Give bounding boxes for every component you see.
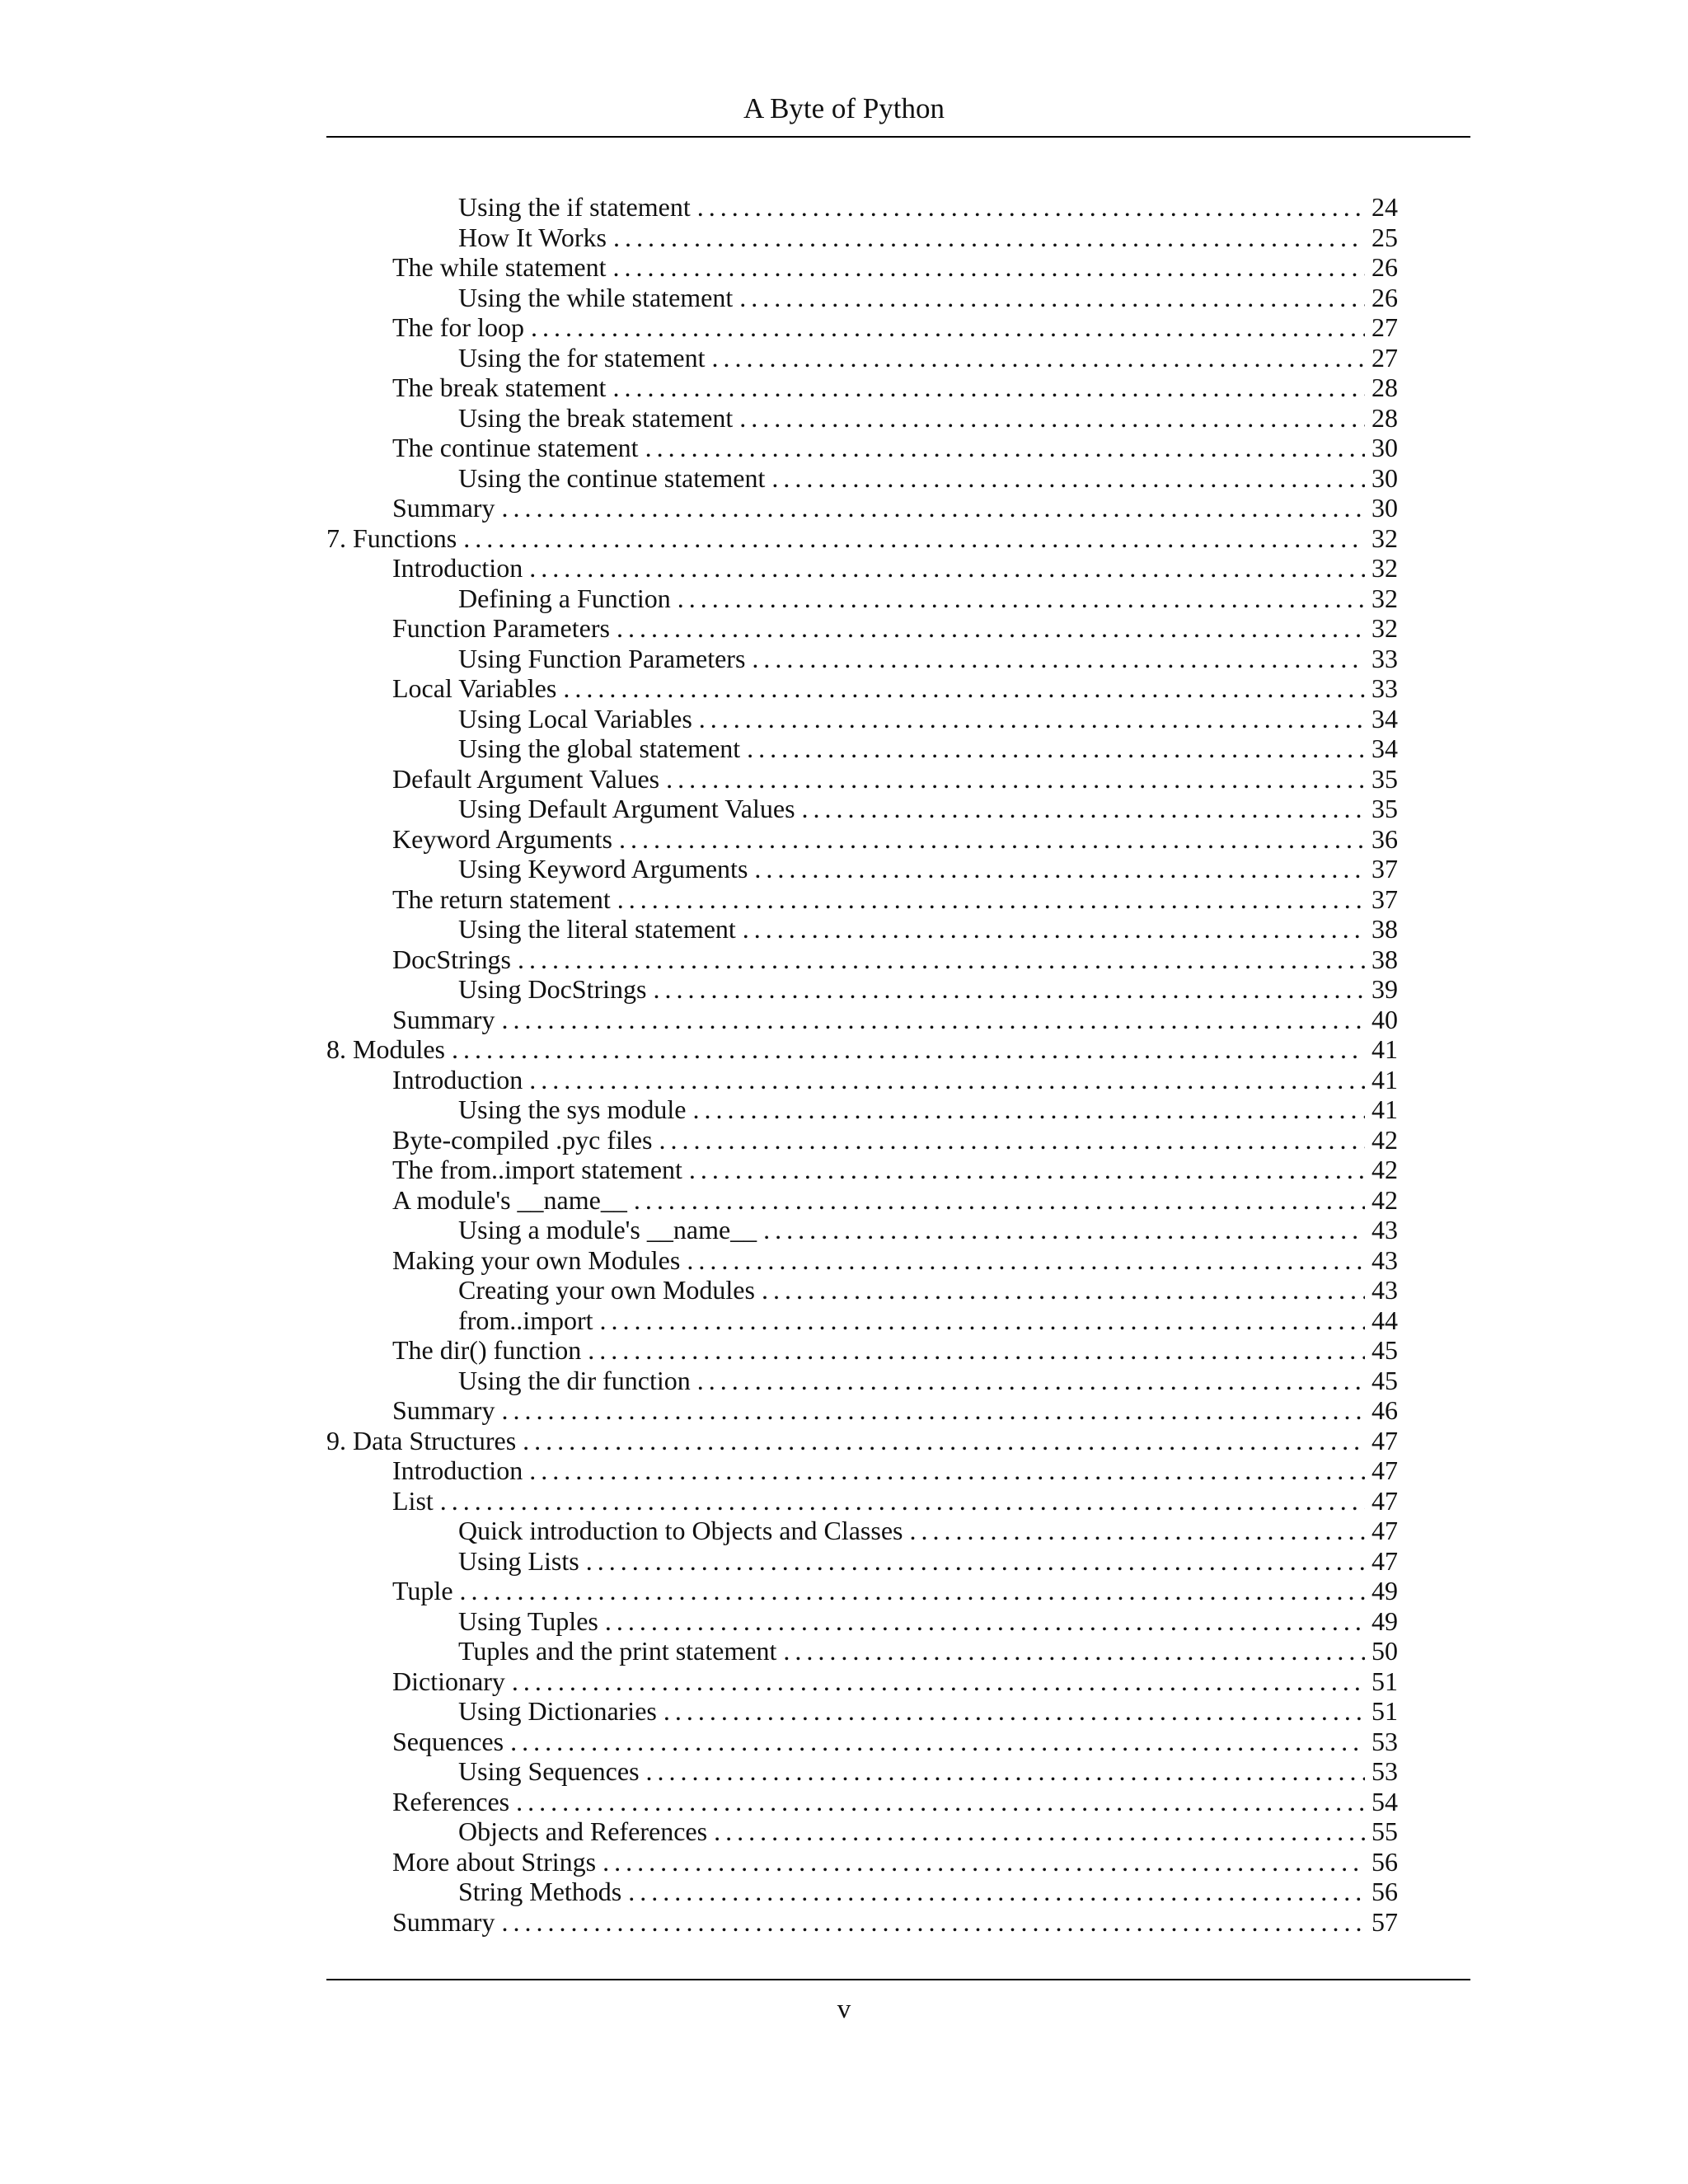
toc-dot-leader xyxy=(653,974,1365,1005)
toc-entry-label: 7. Functions xyxy=(326,523,457,553)
toc-entry-page-number: 27 xyxy=(1372,312,1398,342)
toc-dot-leader xyxy=(739,403,1365,434)
toc-entry[interactable] xyxy=(326,613,1398,644)
toc-entry[interactable] xyxy=(326,854,1398,884)
toc-entry-page-number: 42 xyxy=(1372,1155,1398,1184)
toc-dot-leader xyxy=(529,1455,1365,1486)
toc-dot-leader xyxy=(697,1366,1365,1396)
toc-entry-label: Using the while statement xyxy=(458,282,734,312)
toc-entry-page-number: 47 xyxy=(1372,1545,1398,1576)
toc-entry-label: Defining a Function xyxy=(458,583,671,613)
toc-dot-leader xyxy=(678,583,1365,614)
toc-entry-page-number: 25 xyxy=(1372,222,1398,252)
toc-entry-label: Objects and References xyxy=(458,1816,708,1846)
toc-entry[interactable] xyxy=(326,1455,1398,1486)
toc-dot-leader xyxy=(743,914,1365,944)
toc-dot-leader xyxy=(452,1034,1365,1065)
toc-entry[interactable] xyxy=(326,312,1398,343)
toc-entry-page-number: 50 xyxy=(1372,1636,1398,1666)
toc-entry-page-number: 26 xyxy=(1372,282,1398,312)
toc-entry-page-number: 43 xyxy=(1372,1275,1398,1305)
toc-dot-leader xyxy=(501,1907,1365,1938)
toc-entry-label: from..import xyxy=(458,1305,593,1335)
footer-page-number: v xyxy=(837,1994,851,2024)
toc-entry-label: Using Local Variables xyxy=(458,703,692,733)
toc-entry-label: Summary xyxy=(392,1004,495,1034)
toc-entry-page-number: 56 xyxy=(1372,1877,1398,1906)
toc-entry[interactable] xyxy=(326,433,1398,463)
toc-entry-page-number: 26 xyxy=(1372,252,1398,282)
toc-dot-leader xyxy=(747,733,1365,764)
header-divider xyxy=(326,136,1470,138)
toc-entry-label: Using Default Argument Values xyxy=(458,794,795,823)
toc-entry-label: Using DocStrings xyxy=(458,974,647,1004)
toc-dot-leader xyxy=(689,1155,1365,1185)
toc-entry[interactable] xyxy=(326,1094,1398,1125)
toc-dot-leader xyxy=(516,1787,1365,1817)
toc-dot-leader xyxy=(763,1215,1365,1245)
toc-dot-leader xyxy=(510,1727,1365,1757)
toc-entry-label: Creating your own Modules xyxy=(458,1275,755,1305)
toc-entry-label: The return statement xyxy=(392,883,611,914)
toc-dot-leader xyxy=(518,944,1365,975)
toc-entry[interactable] xyxy=(326,914,1398,944)
toc-dot-leader xyxy=(617,884,1365,915)
toc-entry-label: Using the literal statement xyxy=(458,914,736,944)
toc-entry-page-number: 39 xyxy=(1372,974,1398,1004)
toc-entry-page-number: 32 xyxy=(1372,613,1398,643)
toc-entry-page-number: 32 xyxy=(1372,523,1398,553)
toc-dot-leader xyxy=(619,824,1365,855)
toc-dot-leader xyxy=(752,644,1365,674)
toc-entry[interactable] xyxy=(326,252,1398,283)
toc-dot-leader xyxy=(783,1636,1365,1666)
toc-entry-page-number: 32 xyxy=(1372,583,1398,613)
toc-dot-leader xyxy=(612,252,1365,283)
toc-dot-leader xyxy=(529,1065,1365,1095)
toc-dot-leader xyxy=(659,1125,1365,1155)
toc-entry[interactable] xyxy=(326,1005,1398,1035)
toc-dot-leader xyxy=(634,1185,1365,1216)
toc-entry-label: Keyword Arguments xyxy=(392,823,612,854)
toc-entry[interactable] xyxy=(326,1666,1398,1697)
toc-entry[interactable] xyxy=(326,223,1398,253)
table-of-contents xyxy=(326,192,1398,1937)
toc-dot-leader xyxy=(711,343,1365,373)
toc-entry-page-number: 47 xyxy=(1372,1425,1398,1455)
toc-entry[interactable] xyxy=(326,1034,1398,1065)
toc-entry-label: The dir() function xyxy=(392,1335,582,1365)
toc-entry-label: Using the for statement xyxy=(458,342,706,373)
toc-dot-leader xyxy=(600,1305,1365,1336)
toc-entry-label: Using Lists xyxy=(458,1545,579,1576)
toc-entry-label: List xyxy=(392,1485,434,1516)
toc-entry-label: Using the dir function xyxy=(458,1365,691,1395)
toc-entry-label: Tuples and the print statement xyxy=(458,1636,777,1666)
toc-dot-leader xyxy=(501,1005,1365,1035)
toc-entry-label: Using Keyword Arguments xyxy=(458,854,748,883)
toc-entry-label: Summary xyxy=(392,493,495,523)
toc-entry[interactable] xyxy=(326,1125,1398,1155)
toc-entry[interactable] xyxy=(326,1486,1398,1516)
toc-dot-leader xyxy=(501,493,1365,523)
toc-entry-page-number: 28 xyxy=(1372,373,1398,402)
toc-entry-page-number: 30 xyxy=(1372,462,1398,493)
toc-entry-label: Introduction xyxy=(392,553,523,583)
toc-entry[interactable] xyxy=(326,1215,1398,1245)
toc-entry[interactable] xyxy=(326,1065,1398,1095)
toc-dot-leader xyxy=(501,1395,1365,1426)
toc-entry[interactable] xyxy=(326,1756,1398,1787)
toc-entry-label: Using Dictionaries xyxy=(458,1696,657,1726)
toc-entry-page-number: 30 xyxy=(1372,433,1398,462)
toc-entry-label: 8. Modules xyxy=(326,1034,445,1064)
toc-dot-leader xyxy=(771,463,1365,494)
toc-entry[interactable] xyxy=(326,1245,1398,1276)
toc-dot-leader xyxy=(646,1756,1365,1787)
toc-entry[interactable] xyxy=(326,974,1398,1005)
toc-dot-leader xyxy=(802,794,1365,824)
toc-entry[interactable] xyxy=(326,1185,1398,1216)
toc-entry[interactable] xyxy=(326,1816,1398,1847)
toc-dot-leader xyxy=(754,854,1365,884)
toc-entry[interactable] xyxy=(326,1727,1398,1757)
toc-entry-page-number: 41 xyxy=(1372,1094,1398,1124)
toc-entry[interactable] xyxy=(326,583,1398,614)
toc-entry-label: Function Parameters xyxy=(392,613,610,643)
toc-entry-label: Using the break statement xyxy=(458,402,734,433)
toc-entry[interactable] xyxy=(326,1335,1398,1366)
toc-entry[interactable] xyxy=(326,523,1398,554)
toc-entry-page-number: 53 xyxy=(1372,1726,1398,1756)
toc-dot-leader xyxy=(617,613,1365,644)
toc-entry[interactable] xyxy=(326,733,1398,764)
toc-entry[interactable] xyxy=(326,463,1398,494)
toc-entry[interactable] xyxy=(326,644,1398,674)
toc-entry[interactable] xyxy=(326,1636,1398,1666)
toc-entry-label: Using Sequences xyxy=(458,1756,640,1786)
toc-dot-leader xyxy=(463,523,1365,554)
toc-dot-leader xyxy=(523,1426,1365,1456)
toc-entry[interactable] xyxy=(326,1516,1398,1546)
toc-dot-leader xyxy=(531,312,1365,343)
toc-entry[interactable] xyxy=(326,1907,1398,1938)
toc-entry-label: Introduction xyxy=(392,1064,523,1094)
toc-entry-label: The from..import statement xyxy=(392,1155,682,1184)
toc-entry-label: Default Argument Values xyxy=(392,763,660,794)
toc-entry-label: Local Variables xyxy=(392,673,557,703)
toc-entry-label: Using Function Parameters xyxy=(458,643,746,673)
toc-entry-label: String Methods xyxy=(458,1877,622,1906)
toc-entry-page-number: 24 xyxy=(1372,192,1398,222)
toc-entry[interactable] xyxy=(326,824,1398,855)
toc-entry-page-number: 53 xyxy=(1372,1756,1398,1786)
toc-entry[interactable] xyxy=(326,1366,1398,1396)
toc-entry[interactable] xyxy=(326,493,1398,523)
toc-dot-leader xyxy=(697,192,1365,223)
toc-entry-page-number: 34 xyxy=(1372,733,1398,763)
toc-entry-page-number: 43 xyxy=(1372,1215,1398,1244)
toc-entry-page-number: 51 xyxy=(1372,1696,1398,1726)
toc-entry[interactable] xyxy=(326,1606,1398,1637)
toc-entry-label: Summary xyxy=(392,1906,495,1937)
toc-dot-leader xyxy=(563,673,1365,704)
toc-entry-label: Sequences xyxy=(392,1726,504,1756)
toc-entry-page-number: 56 xyxy=(1372,1846,1398,1877)
toc-entry-label: Summary xyxy=(392,1395,495,1425)
toc-entry[interactable] xyxy=(326,704,1398,734)
toc-dot-leader xyxy=(687,1245,1365,1276)
toc-dot-leader xyxy=(692,1094,1365,1125)
toc-entry-page-number: 36 xyxy=(1372,823,1398,854)
toc-dot-leader xyxy=(612,373,1365,403)
toc-entry[interactable] xyxy=(326,1696,1398,1727)
toc-entry-page-number: 54 xyxy=(1372,1786,1398,1816)
toc-entry[interactable] xyxy=(326,553,1398,583)
toc-entry-label: More about Strings xyxy=(392,1846,597,1877)
toc-entry-label: Byte-compiled .pyc files xyxy=(392,1124,653,1155)
toc-entry-label: Using a module's __name__ xyxy=(458,1215,757,1244)
toc-entry-page-number: 38 xyxy=(1372,914,1398,944)
toc-entry-page-number: 41 xyxy=(1372,1034,1398,1064)
toc-entry-label: The break statement xyxy=(392,373,607,402)
toc-entry-label: Using the sys module xyxy=(458,1094,687,1124)
toc-entry-page-number: 34 xyxy=(1372,703,1398,733)
toc-dot-leader xyxy=(613,223,1365,253)
toc-entry[interactable] xyxy=(326,1576,1398,1606)
toc-entry-label: Using Tuples xyxy=(458,1605,598,1636)
toc-entry[interactable] xyxy=(326,944,1398,975)
toc-entry[interactable] xyxy=(326,1155,1398,1185)
toc-dot-leader xyxy=(628,1877,1365,1907)
toc-entry-page-number: 30 xyxy=(1372,493,1398,523)
toc-entry-label: Using the continue statement xyxy=(458,462,766,493)
toc-entry-label: References xyxy=(392,1786,510,1816)
toc-dot-leader xyxy=(714,1816,1365,1847)
toc-entry-label: 9. Data Structures xyxy=(326,1425,517,1455)
toc-entry-page-number: 35 xyxy=(1372,794,1398,823)
toc-entry-page-number: 27 xyxy=(1372,342,1398,373)
toc-entry[interactable] xyxy=(326,673,1398,704)
footer-divider xyxy=(326,1979,1470,1980)
toc-entry-page-number: 42 xyxy=(1372,1124,1398,1155)
toc-entry-page-number: 43 xyxy=(1372,1244,1398,1275)
toc-entry-page-number: 47 xyxy=(1372,1485,1398,1516)
toc-dot-leader xyxy=(529,553,1365,583)
toc-entry-page-number: 49 xyxy=(1372,1576,1398,1605)
toc-dot-leader xyxy=(512,1666,1365,1697)
toc-dot-leader xyxy=(603,1847,1365,1877)
toc-dot-leader xyxy=(588,1335,1365,1366)
toc-entry-page-number: 32 xyxy=(1372,553,1398,583)
toc-entry-page-number: 44 xyxy=(1372,1305,1398,1335)
toc-entry-label: A module's __name__ xyxy=(392,1184,627,1215)
toc-dot-leader xyxy=(586,1546,1365,1577)
toc-entry[interactable] xyxy=(326,283,1398,313)
toc-entry-page-number: 37 xyxy=(1372,854,1398,883)
toc-dot-leader xyxy=(460,1576,1365,1606)
toc-entry-label: The continue statement xyxy=(392,433,639,462)
toc-entry-page-number: 37 xyxy=(1372,883,1398,914)
toc-dot-leader xyxy=(440,1486,1365,1516)
toc-entry-label: Introduction xyxy=(392,1455,523,1485)
toc-entry[interactable] xyxy=(326,1395,1398,1426)
toc-entry-label: Dictionary xyxy=(392,1666,505,1696)
toc-entry[interactable] xyxy=(326,1877,1398,1907)
toc-entry-page-number: 38 xyxy=(1372,944,1398,974)
toc-entry[interactable] xyxy=(326,192,1398,223)
toc-entry-page-number: 49 xyxy=(1372,1605,1398,1636)
toc-entry-page-number: 45 xyxy=(1372,1335,1398,1365)
toc-entry-page-number: 57 xyxy=(1372,1906,1398,1937)
toc-entry-page-number: 41 xyxy=(1372,1064,1398,1094)
toc-dot-leader xyxy=(699,704,1365,734)
toc-entry-page-number: 47 xyxy=(1372,1455,1398,1485)
toc-dot-leader xyxy=(666,764,1365,794)
toc-entry-label: Using the global statement xyxy=(458,733,741,763)
toc-entry-page-number: 47 xyxy=(1372,1516,1398,1545)
toc-dot-leader xyxy=(645,433,1365,463)
toc-entry-page-number: 55 xyxy=(1372,1816,1398,1846)
toc-entry-page-number: 40 xyxy=(1372,1004,1398,1034)
toc-entry-label: The while statement xyxy=(392,252,607,282)
toc-entry[interactable] xyxy=(326,1426,1398,1456)
toc-entry-label: The for loop xyxy=(392,312,524,342)
toc-entry-page-number: 33 xyxy=(1372,643,1398,673)
toc-dot-leader xyxy=(739,283,1365,313)
toc-entry[interactable] xyxy=(326,403,1398,434)
toc-entry-label: Using the if statement xyxy=(458,192,691,222)
toc-dot-leader xyxy=(909,1516,1365,1546)
toc-dot-leader xyxy=(663,1696,1365,1727)
toc-entry[interactable] xyxy=(326,1787,1398,1817)
page-header-title: A Byte of Python xyxy=(743,92,945,124)
toc-dot-leader xyxy=(605,1606,1365,1637)
toc-entry-page-number: 28 xyxy=(1372,402,1398,433)
toc-entry[interactable] xyxy=(326,1847,1398,1877)
toc-entry[interactable] xyxy=(326,1305,1398,1336)
toc-entry-label: Making your own Modules xyxy=(392,1244,681,1275)
toc-entry[interactable] xyxy=(326,373,1398,403)
toc-entry[interactable] xyxy=(326,884,1398,915)
toc-entry-page-number: 42 xyxy=(1372,1184,1398,1215)
toc-entry-label: DocStrings xyxy=(392,944,511,974)
toc-entry-page-number: 46 xyxy=(1372,1395,1398,1425)
toc-dot-leader xyxy=(762,1275,1365,1305)
toc-entry[interactable] xyxy=(326,794,1398,824)
toc-entry[interactable] xyxy=(326,764,1398,794)
toc-entry-page-number: 45 xyxy=(1372,1365,1398,1395)
toc-entry[interactable] xyxy=(326,1546,1398,1577)
toc-entry-label: Quick introduction to Objects and Classes xyxy=(458,1516,903,1545)
toc-entry-page-number: 51 xyxy=(1372,1666,1398,1696)
toc-entry-label: Tuple xyxy=(392,1576,453,1605)
toc-entry[interactable] xyxy=(326,343,1398,373)
toc-entry-label: How It Works xyxy=(458,222,607,252)
toc-entry-page-number: 33 xyxy=(1372,673,1398,703)
toc-entry-page-number: 35 xyxy=(1372,763,1398,794)
toc-entry[interactable] xyxy=(326,1275,1398,1305)
